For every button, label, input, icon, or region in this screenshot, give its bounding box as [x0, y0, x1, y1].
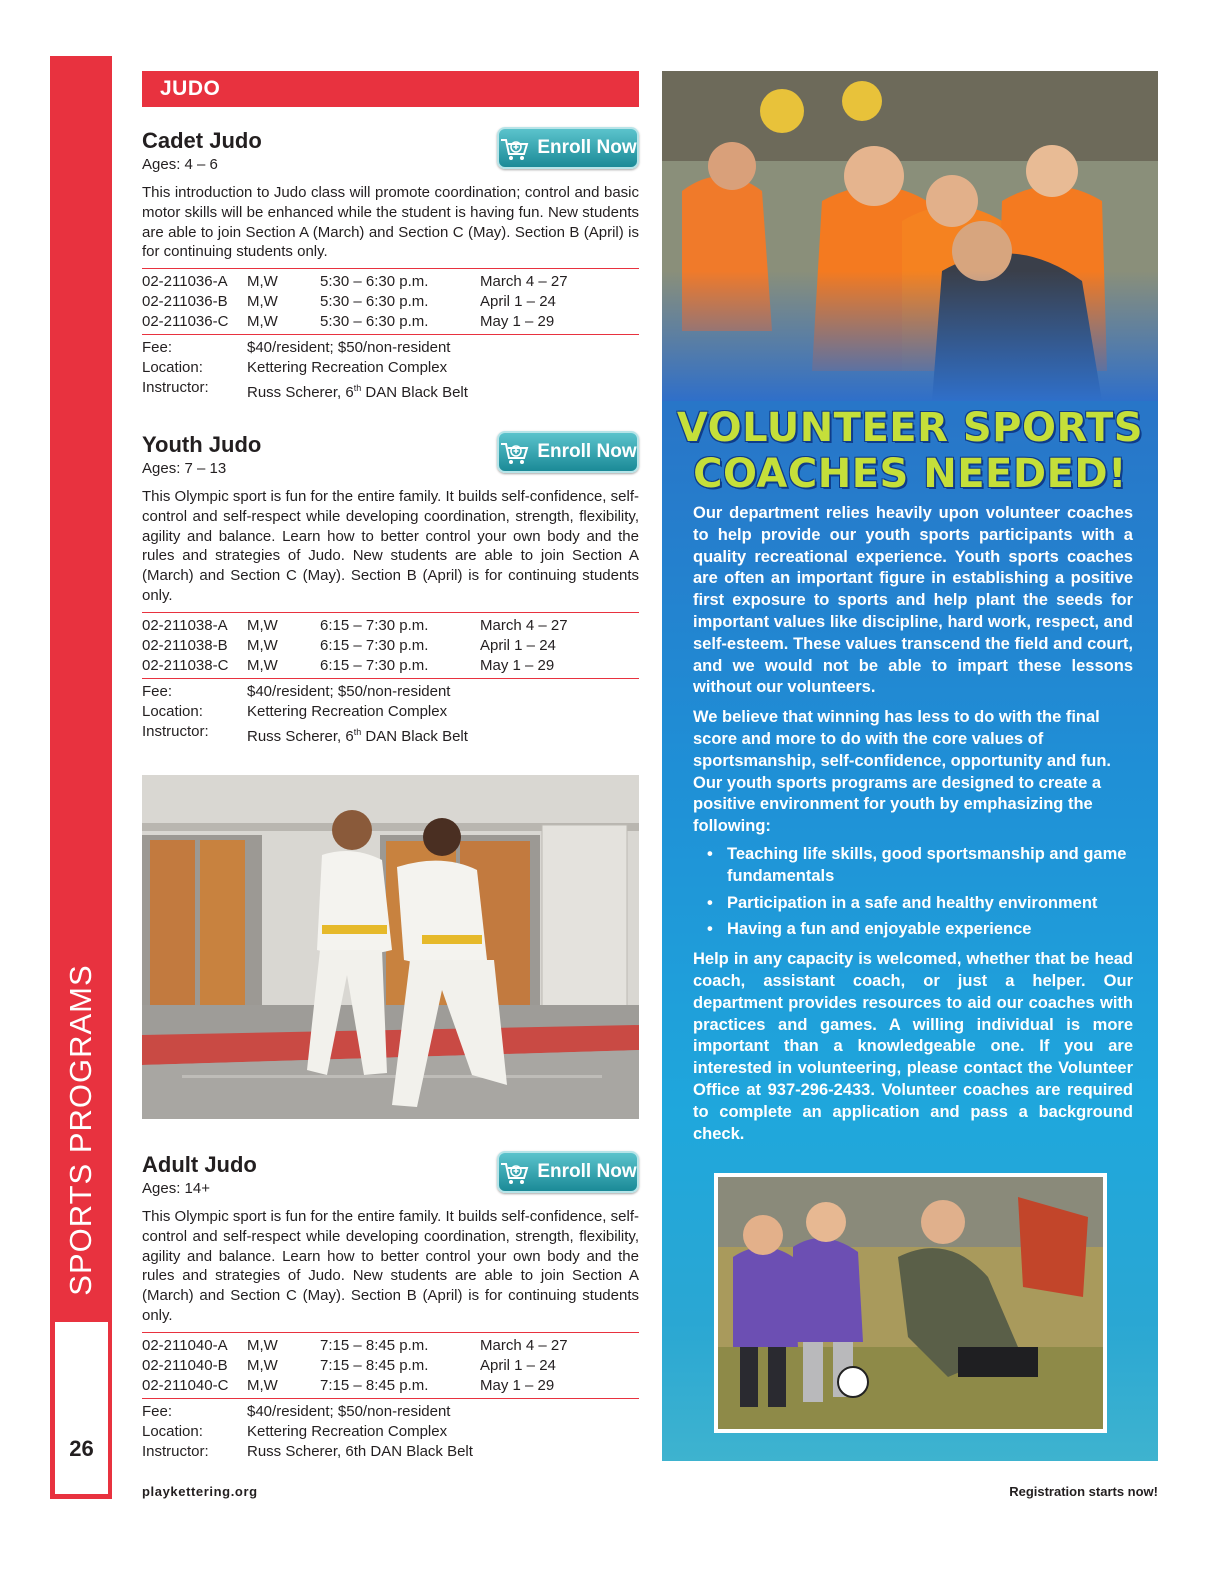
- schedule-table: [142, 268, 639, 335]
- instructor-value: Russ Scherer, 6th DAN Black Belt: [247, 1442, 473, 1460]
- enroll-now-button[interactable]: [497, 431, 639, 473]
- schedule-row: 02-211038-C M,W 6:15 – 7:30 p.m. May 1 – 29: [142, 656, 555, 674]
- location-value: Kettering Recreation Complex: [247, 1422, 448, 1440]
- course-description: This Olympic sport is fun for the entire family. It builds self-confidence, self-control and self-respect while developing coordination, strength, flexibility, agility and balance. Learn how to better control your own body and the rules and strategies of Judo. New students are able to join Section A (March) and Section C (May). Section B (April) is for continuing students only.: [142, 1208, 639, 1324]
- fee-value: $40/resident; $50/non-resident: [247, 1402, 451, 1420]
- values-list: [705, 844, 1133, 941]
- course-ages: Ages: 14+: [142, 1180, 210, 1197]
- location-value: Kettering Recreation Complex: [247, 359, 448, 377]
- cart-plus-icon: [499, 439, 529, 465]
- volunteer-title: VOLUNTEER SPORTS COACHES NEEDED!: [676, 405, 1144, 497]
- schedule-row: 02-211038-A M,W 6:15 – 7:30 p.m. March 4 – 27: [142, 616, 568, 634]
- schedule-row: 02-211040-C M,W 7:15 – 8:45 p.m. May 1 – 29: [142, 1376, 555, 1394]
- course-ages: Ages: 4 – 6: [142, 156, 218, 173]
- coach-kids-photo: [714, 1173, 1107, 1433]
- course-title: Cadet Judo: [142, 128, 262, 153]
- volunteer-paragraph: We believe that winning has less to do with the final score and more to do with the core values of sportsmanship, self-confidence, opportunity and fun. Our youth sports programs are designed to create a positive environment for youth by emphasizing the following:: [693, 708, 1112, 836]
- schedule-row: 02-211040-A M,W 7:15 – 8:45 p.m. March 4 – 27: [142, 1336, 568, 1354]
- page-number: 26: [69, 1436, 94, 1461]
- judo-photo: [142, 775, 639, 1119]
- registration-note: Registration starts now!: [1009, 1484, 1158, 1499]
- instructor-value: Russ Scherer, 6th DAN Black Belt: [247, 726, 468, 745]
- enroll-now-button[interactable]: [497, 1151, 639, 1193]
- cart-plus-icon: [499, 1159, 529, 1185]
- page-number-box: [55, 1322, 108, 1494]
- course-adult-judo: [142, 1152, 639, 1462]
- course-youth-judo: [142, 432, 639, 747]
- schedule-table: [142, 1332, 639, 1399]
- schedule-row: 02-211040-B M,W 7:15 – 8:45 p.m. April 1 – 24: [142, 1356, 556, 1374]
- instructor-value: Russ Scherer, 6th DAN Black Belt: [247, 383, 468, 402]
- course-info: Fee: $40/resident; $50/non-resident Location: Kettering Recreation Complex Instructor: Russ Scherer, 6th DAN Black Belt: [142, 339, 468, 402]
- enroll-label: Enroll Now: [537, 137, 637, 158]
- cart-plus-icon: [499, 135, 529, 161]
- course-info: Fee: $40/resident; $50/non-resident Location: Kettering Recreation Complex Instructor: Russ Scherer, 6th DAN Black Belt: [142, 682, 468, 745]
- enroll-label: Enroll Now: [537, 1161, 637, 1182]
- course-description: This introduction to Judo class will promote coordination; control and basic motor skills will be enhanced while the student is having fun. New students are able to join Section A (March) and Section C (May). Section B (April) is for continuing students only.: [142, 184, 639, 261]
- course-info: Fee: $40/resident; $50/non-resident Location: Kettering Recreation Complex Instructor: Russ Scherer, 6th DAN Black Belt: [142, 1402, 473, 1460]
- website-link[interactable]: playkettering.org: [142, 1484, 258, 1499]
- volunteer-body: [693, 503, 1133, 1145]
- schedule-row: 02-211036-A M,W 5:30 – 6:30 p.m. March 4 – 27: [142, 273, 568, 291]
- schedule-row: 02-211036-C M,W 5:30 – 6:30 p.m. May 1 – 29: [142, 313, 555, 331]
- course-title: Adult Judo: [142, 1152, 257, 1177]
- fee-value: $40/resident; $50/non-resident: [247, 682, 451, 700]
- list-item: • Participation in a safe and healthy environment: [705, 893, 1133, 915]
- volunteer-paragraph: Our department relies heavily upon volunteer coaches to help provide our youth sports participants with a quality recreational experience. Youth sports coaches are often an important figure in establishing a positive first exposure to sports and help plant the seeds for important values like discipline, hard work, respect, and self-esteem. These values transcend the field and court, and we would not be able to impart these lessons without our volunteers.: [693, 504, 1133, 697]
- section-label: SPORTS PROGRAMS: [63, 964, 98, 1296]
- course-title: Youth Judo: [142, 432, 262, 457]
- schedule-table: [142, 612, 639, 679]
- enroll-now-button[interactable]: [497, 127, 639, 169]
- judo-header: JUDO: [142, 71, 639, 107]
- course-cadet-judo: [142, 128, 639, 403]
- schedule-row: 02-211036-B M,W 5:30 – 6:30 p.m. April 1 – 24: [142, 293, 556, 311]
- list-item: • Teaching life skills, good sportsmanship and game fundamentals: [705, 844, 1133, 888]
- schedule-row: 02-211038-B M,W 6:15 – 7:30 p.m. April 1 – 24: [142, 636, 556, 654]
- location-value: Kettering Recreation Complex: [247, 702, 448, 720]
- course-description: This Olympic sport is fun for the entire family. It builds self-confidence, self-control and self-respect while developing coordination, strength, flexibility, agility and balance. Learn how to better control your own body and the rules and strategies of Judo. New students are able to join Section A (March) and Section C (May). Section B (April) is for continuing students only.: [142, 488, 639, 604]
- enroll-label: Enroll Now: [537, 441, 637, 462]
- volunteer-paragraph: Help in any capacity is welcomed, whether that be head coach, assistant coach, or just a helper. Our department provides resources to aid our coaches with practices and games. A willing individual is more important than a knowledgeable one. If you are interested in volunteering, please contact the Volunteer Office at 937-296-2433. Volunteer coaches are required to complete an application and pass a background check.: [693, 950, 1133, 1143]
- soccer-kids-photo: [662, 71, 1158, 401]
- course-ages: Ages: 7 – 13: [142, 460, 227, 477]
- volunteer-panel: [662, 71, 1158, 1461]
- fee-value: $40/resident; $50/non-resident: [247, 339, 451, 357]
- list-item: • Having a fun and enjoyable experience: [705, 919, 1133, 941]
